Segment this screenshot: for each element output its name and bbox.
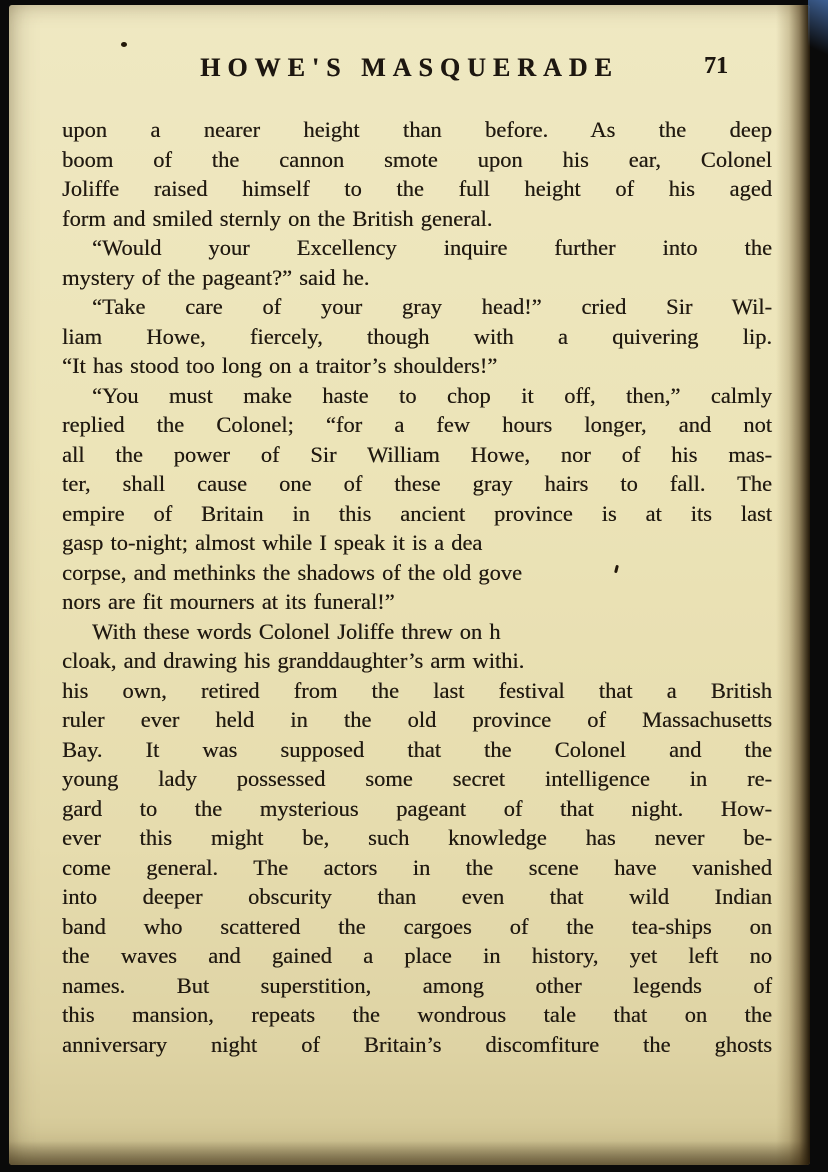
paragraph	[62, 115, 772, 233]
text-line: come general. The actors in the scene have vanished	[62, 854, 772, 880]
text-line: boom of the cannon smote upon his ear, Colonel	[62, 146, 772, 172]
paragraph	[62, 233, 772, 292]
text-line: anniversary night of Britain’s discomfiture the ghosts	[62, 1031, 772, 1057]
text-line: into deeper obscurity than even that wild Indian	[62, 884, 772, 909]
text-line: young lady possessed some secret intelligence in re-	[62, 766, 772, 791]
text-line: ever this might be, such knowledge has never be-	[62, 825, 772, 850]
paragraph	[62, 381, 772, 617]
text-line: upon a nearer height than before. As the deep	[62, 117, 772, 142]
text-line: this mansion, repeats the wondrous tale that on the	[62, 1002, 772, 1027]
text-line: Joliffe raised himself to the full height of his aged	[62, 176, 772, 201]
text-line: his own, retired from the last festival that a British	[62, 677, 772, 703]
book-page	[9, 5, 810, 1165]
page-body	[9, 87, 810, 1059]
text-line: Bay. It was supposed that the Colonel and the	[62, 736, 772, 762]
text-line: all the power of Sir William Howe, nor of his mas-	[62, 441, 772, 467]
paragraph	[62, 292, 772, 381]
text-line: names. But superstition, among other legends of	[62, 972, 772, 998]
text-line: “You must make haste to chop it off, then,” calmly	[92, 382, 772, 408]
text-line: With these words Colonel Joliffe threw on h	[92, 618, 501, 644]
text-line: ter, shall cause one of these gray hairs to fall. The	[62, 471, 772, 496]
page-header	[9, 5, 810, 87]
bottom-shadow	[9, 1141, 810, 1165]
text-line: corpse, and methinks the shadows of the old gove	[62, 559, 523, 585]
text-line: liam Howe, fiercely, though with a quivering lip.	[62, 323, 772, 349]
scan-edge-artifact	[808, 0, 828, 70]
text-line: “It has stood too long on a traitor’s shoulders!”	[62, 353, 498, 378]
text-line: “Would your Excellency inquire further into the	[92, 235, 772, 260]
text-line: “Take care of your gray head!” cried Sir Wil-	[92, 294, 772, 319]
text-line: form and smiled sternly on the British general.	[62, 205, 493, 231]
text-line: the waves and gained a place in history, yet left no	[62, 943, 772, 968]
running-title: HOWE'S MASQUERADE	[200, 53, 619, 82]
text-line: gard to the mysterious pageant of that night. How-	[62, 795, 772, 821]
paragraph	[62, 617, 772, 1060]
text-line: replied the Colonel; “for a few hours longer, and not	[62, 412, 772, 437]
text-line: gasp to-night; almost while I speak it is a dea	[62, 530, 483, 555]
text-line: mystery of the pageant?” said he.	[62, 264, 370, 290]
text-line: cloak, and drawing his granddaughter’s arm withi.	[62, 648, 525, 673]
page-number: 71	[704, 53, 728, 79]
text-line: empire of Britain in this ancient province is at its last	[62, 500, 772, 526]
text-line: ruler ever held in the old province of Massachusetts	[62, 707, 772, 732]
text-line: nors are fit mourners at its funeral!”	[62, 589, 395, 614]
text-line: band who scattered the cargoes of the tea-ships on	[62, 913, 772, 939]
